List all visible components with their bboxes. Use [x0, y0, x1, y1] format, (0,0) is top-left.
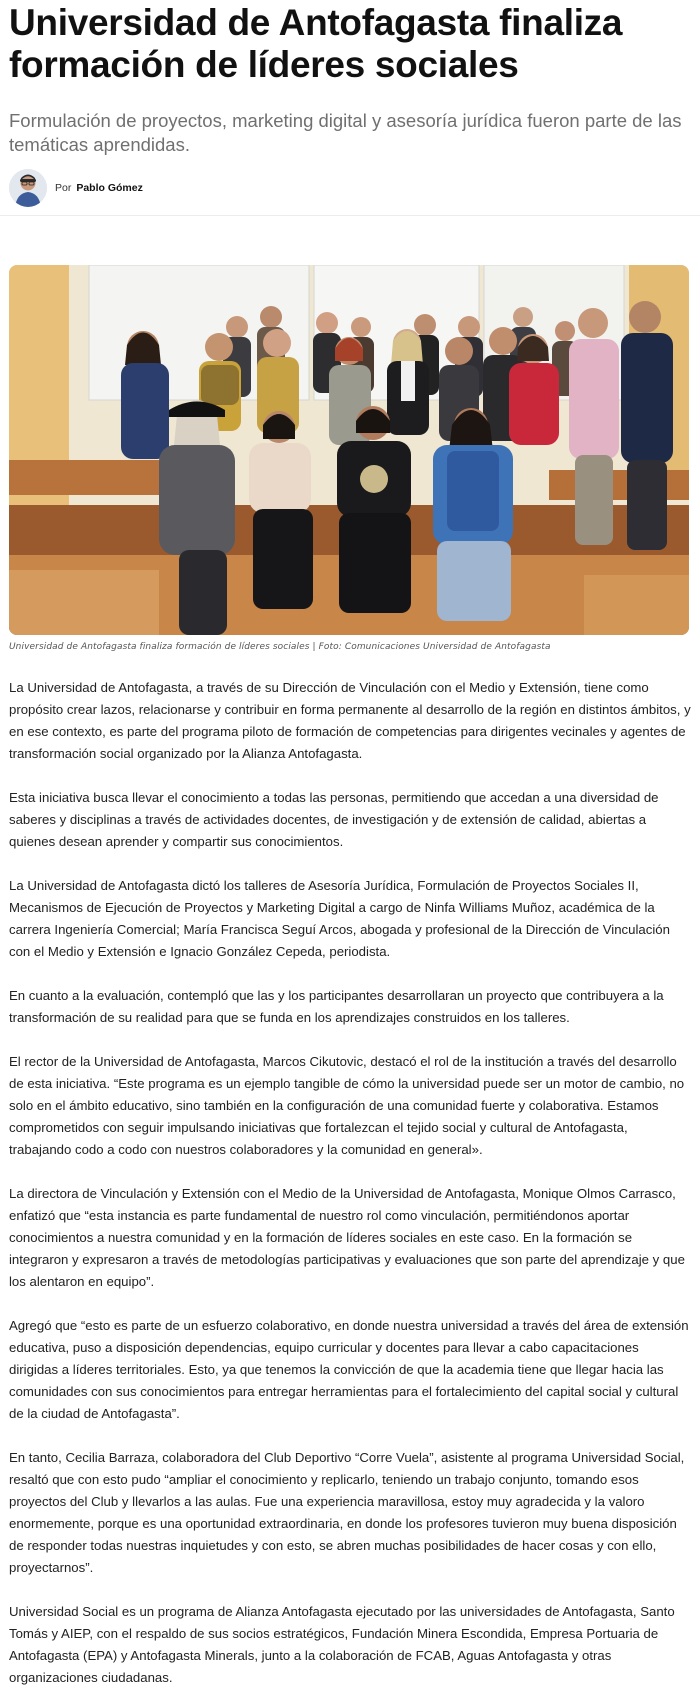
article-paragraph: Esta iniciativa busca llevar el conocimiento a todas las personas, permitiendo que accedan a una diversidad de saberes y disciplinas a través de actividades docentes, de investigación y de extensión de calidad, abiertas a quienes desean aprender y compartir sus conocimientos. [9, 790, 659, 849]
photo-caption: Universidad de Antofagasta finaliza formación de líderes sociales | Foto: Comunicaciones Universidad de Antofagasta [9, 642, 551, 652]
article-header [0, 0, 700, 216]
author-avatar[interactable] [9, 169, 47, 207]
article-paragraph: La Universidad de Antofagasta dictó los talleres de Asesoría Jurídica, Formulación de Proyectos Sociales II, Mecanismos de Ejecución de Proyectos y Marketing Digital a cargo de Ninfa Williams Muñoz, académica de la carrera Ingeniería Comercial; María Francisca Seguí Arcos, abogada y profesional de la Dirección de Vinculación con el Medio y Extensión e Ignacio González Cepeda, periodista. [9, 878, 670, 959]
article-body [0, 677, 700, 1689]
group-photo-illustration [9, 265, 689, 635]
author-name-link[interactable]: Pablo Gómez [76, 182, 143, 194]
article-paragraph: En cuanto a la evaluación, contempló que las y los participantes desarrollaran un proyecto que contribuyera a la transformación de su realidad para que se funda en los aprendizajes construidos en los talleres. [9, 988, 664, 1025]
byline-prefix: Por [55, 182, 72, 194]
article-paragraph: La Universidad de Antofagasta, a través de su Dirección de Vinculación con el Medio y Extensión, tiene como propósito crear lazos, relacionarse y contribuir en forma permanente al desarrollo de la región en distintos ámbitos, y en ese contexto, es parte del programa piloto de formación de competencias para dirigentes vecinales y agentes de transformación social organizado por la Alianza Antofagasta. [9, 680, 691, 761]
article-paragraph: Universidad Social es un programa de Alianza Antofagasta ejecutado por las universidades de Antofagasta, Santo Tomás y AIEP, con el respaldo de sus socios estratégicos, Fundación Minera Escondida, Empresa Portuaria de Antofagasta (EPA) y Antofagasta Minerals, junto a la colaboración de FCAB, Aguas Antofagasta y otras organizaciones ciudadanas. [9, 1604, 675, 1685]
article-paragraph: El rector de la Universidad de Antofagasta, Marcos Cikutovic, destacó el rol de la institución a través del desarrollo de esta iniciativa. “Este programa es un ejemplo tangible de cómo la universidad puede ser un motor de cambio, no solo en el ámbito educativo, sino también en la configuración de una comunidad fuerte y colaborativa. Estamos comprometidos con seguir impulsando iniciativas que fortalezcan el tejido social y cultural de Antofagasta, trabajando codo a codo con nuestros colaboradores y la comunidad en general». [9, 1054, 685, 1157]
byline [9, 169, 691, 207]
article-paragraph: En tanto, Cecilia Barraza, colaboradora del Club Deportivo “Corre Vuela”, asistente al programa Universidad Social, resaltó que con esto pudo “ampliar el conocimiento y replicarlo, teniendo un trabajo conjunto, tomando esos proyectos del Club y llevarlos a las aulas. Fue una experiencia maravillosa, estoy muy agradecida y la valoro enormemente, porque es una oportunidad extraordinaria, en donde los profesores tuvieron muy buena disposición de responder todas nuestras inquietudes y con esto, se abren muchas posibilidades de hacer cosas y con ello, proyectarnos”. [9, 1450, 685, 1575]
author-avatar-image [9, 169, 47, 207]
article-title: Universidad de Antofagasta finaliza formación de líderes sociales [9, 2, 623, 85]
article-subtitle: Formulación de proyectos, marketing digital y asesoría jurídica fueron parte de las temáticas aprendidas. [9, 110, 682, 155]
article-photo [9, 265, 689, 635]
article-paragraph: La directora de Vinculación y Extensión con el Medio de la Universidad de Antofagasta, Monique Olmos Carrasco, enfatizó que “esta instancia es parte fundamental de nuestro rol como vinculación, permitiéndonos aportar conocimientos a nuestra comunidad y en la formación de líderes sociales en este caso. En la formación se integraron y expresaron a través de metodologías participativas y evaluaciones que son parte del aprendizaje y que los alentaron en equipo”. [9, 1186, 685, 1289]
article-figure [0, 265, 700, 652]
article-paragraph: Agregó que “esto es parte de un esfuerzo colaborativo, en donde nuestra universidad a través del área de extensión educativa, puso a disposición dependencias, equipo curricular y docentes para llevar a cabo capacitaciones dirigidas a líderes territoriales. Esto, ya que tenemos la convicción de que la academia tiene que llegar hacia las comunidades con sus conocimientos para entregar herramientas para el fortalecimiento del capital social y cultural de la ciudad de Antofagasta”. [9, 1318, 689, 1421]
